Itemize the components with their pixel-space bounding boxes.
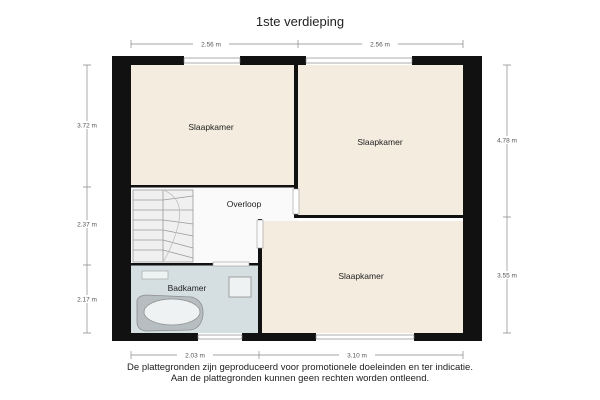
wall-bedroom-tl-bottom (131, 185, 294, 188)
dim-left-upper: 3.72 m (77, 122, 97, 130)
room-label-bedroom-bottom-right: Slaapkamer (338, 271, 384, 281)
sink (229, 277, 251, 297)
dim-bottom-right: 3.10 m (347, 352, 367, 360)
dim-bottom-left: 2.03 m (185, 352, 205, 360)
disclaimer-line-1: De plattegronden zijn geproduceerd voor promotionele doeleinden en ter indicatie. (127, 362, 473, 373)
wall-vertical-center-lower (294, 214, 298, 218)
wall-vertical-center (294, 56, 298, 189)
dim-right-lower: 3.55 m (497, 272, 517, 280)
wall-bedroom-tr-bottom (298, 215, 463, 218)
room-label-landing: Overloop (226, 199, 262, 209)
dim-left-middle: 2.37 m (77, 221, 97, 229)
wall-left (112, 56, 131, 341)
wall-bottom-right (414, 333, 482, 341)
dim-right-upper: 4.78 m (497, 137, 517, 145)
wall-right (463, 56, 482, 341)
room-label-bedroom-top-right: Slaapkamer (357, 137, 403, 147)
room-label-bathroom: Badkamer (167, 283, 207, 293)
bathtub (137, 295, 203, 331)
wall-bottom-middle (242, 333, 316, 341)
dim-top-right: 2.56 m (370, 41, 390, 49)
floor-title: 1ste verdieping (255, 14, 345, 29)
wall-bottom-left (112, 333, 198, 341)
floor-landing-ext (196, 217, 262, 265)
staircase (133, 190, 193, 262)
dim-left-lower: 2.17 m (77, 296, 97, 304)
disclaimer-line-2: Aan de plattegronden kunnen geen rechten worden ontleend. (170, 373, 430, 384)
dim-top-left: 2.56 m (201, 41, 221, 49)
room-label-bedroom-top-left: Slaapkamer (188, 122, 234, 132)
bathroom-cabinet (142, 271, 168, 279)
disclaimer (0, 362, 600, 384)
